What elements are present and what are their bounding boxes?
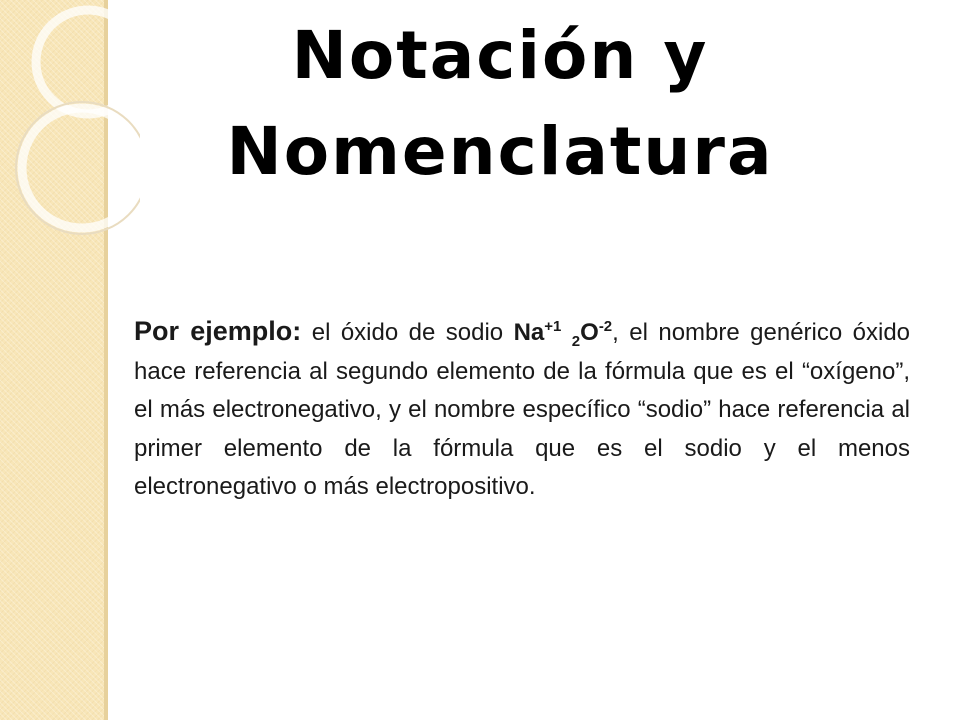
decorative-circles <box>0 0 140 260</box>
title-line-1: Notación y <box>291 17 709 94</box>
decorative-ring-middle <box>22 108 140 228</box>
example-lead: Por ejemplo: <box>134 316 302 346</box>
page-title <box>130 8 870 200</box>
formula-sodium-charge: +1 <box>544 318 562 335</box>
chemical-formula <box>513 318 613 350</box>
body-paragraph <box>134 312 910 507</box>
decorative-ring-top <box>36 10 140 114</box>
formula-sodium: Na <box>513 319 545 346</box>
title-line-2: Nomenclatura <box>226 113 774 190</box>
explanation-text: , el nombre genérico óxido hace referencia al segundo elemento de la fórmula que es el “oxígeno”, el más electronegativo, y el nombre específico “sodio” hace referencia al primer elemento de la fórmula que es el sodio y el menos electronegativo o más electropositivo. <box>134 319 911 500</box>
formula-oxygen-charge: -2 <box>598 318 613 335</box>
intro-text: el óxido de sodio <box>301 319 514 346</box>
formula-subscript: 2 <box>571 332 581 350</box>
formula-oxygen: O <box>580 319 599 346</box>
